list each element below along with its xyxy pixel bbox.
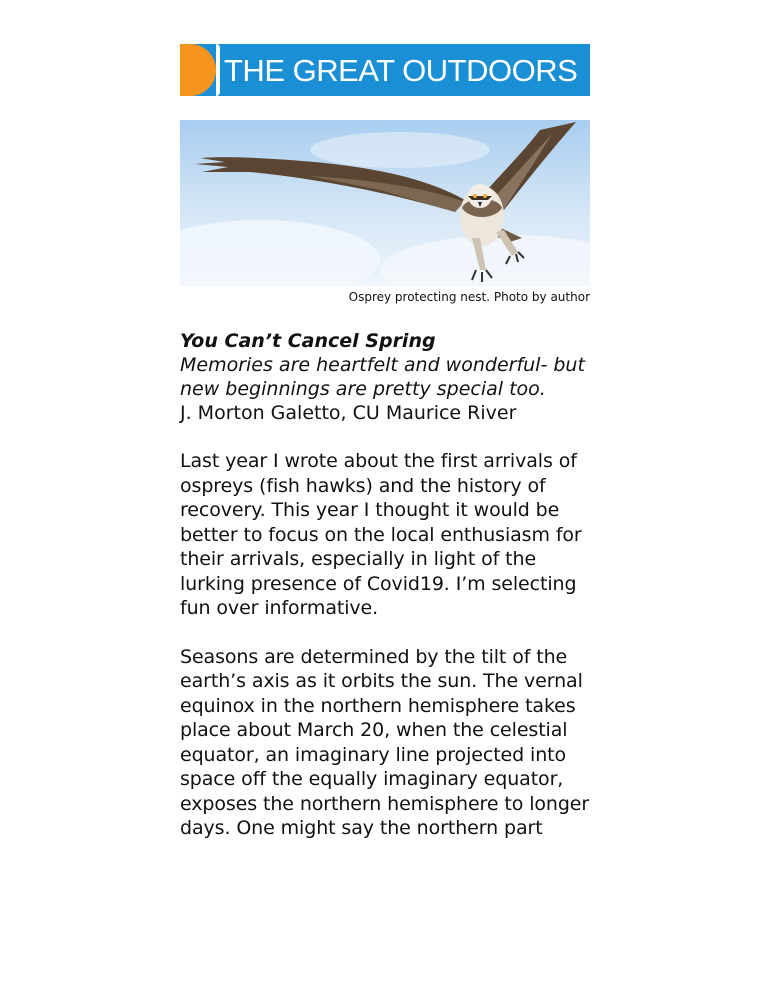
article-subtitle: Memories are heartfelt and wonderful- but new beginnings are pretty special too.	[180, 354, 585, 400]
osprey-illustration	[180, 120, 590, 286]
article-byline: J. Morton Galetto, CU Maurice River	[180, 402, 517, 424]
article-paragraph: Last year I wrote about the first arrivals of ospreys (fish hawks) and the history of recovery. This year I thought it would be better to focus on the local enthusiasm for their arrivals, especially in light of the lurking presence of Covid19. I’m selecting fun over informative.	[180, 450, 582, 619]
article-column	[180, 44, 590, 841]
article-title: You Can’t Cancel Spring	[180, 330, 436, 352]
osprey-photo	[180, 120, 590, 286]
section-banner	[180, 44, 590, 96]
photo-caption: Osprey protecting nest. Photo by author	[348, 290, 590, 304]
article-paragraph: Seasons are determined by the tilt of the earth’s axis as it orbits the sun. The vernal equinox in the northern hemisphere takes place about March 20, when the celestial equator, an imaginary line projected into space off the equally imaginary equator, exposes the northern hemisphere to longer days. One might say the northern part	[180, 645, 590, 839]
banner-orange-tab	[180, 44, 216, 96]
banner-title: THE GREAT OUTDOORS	[224, 53, 578, 88]
